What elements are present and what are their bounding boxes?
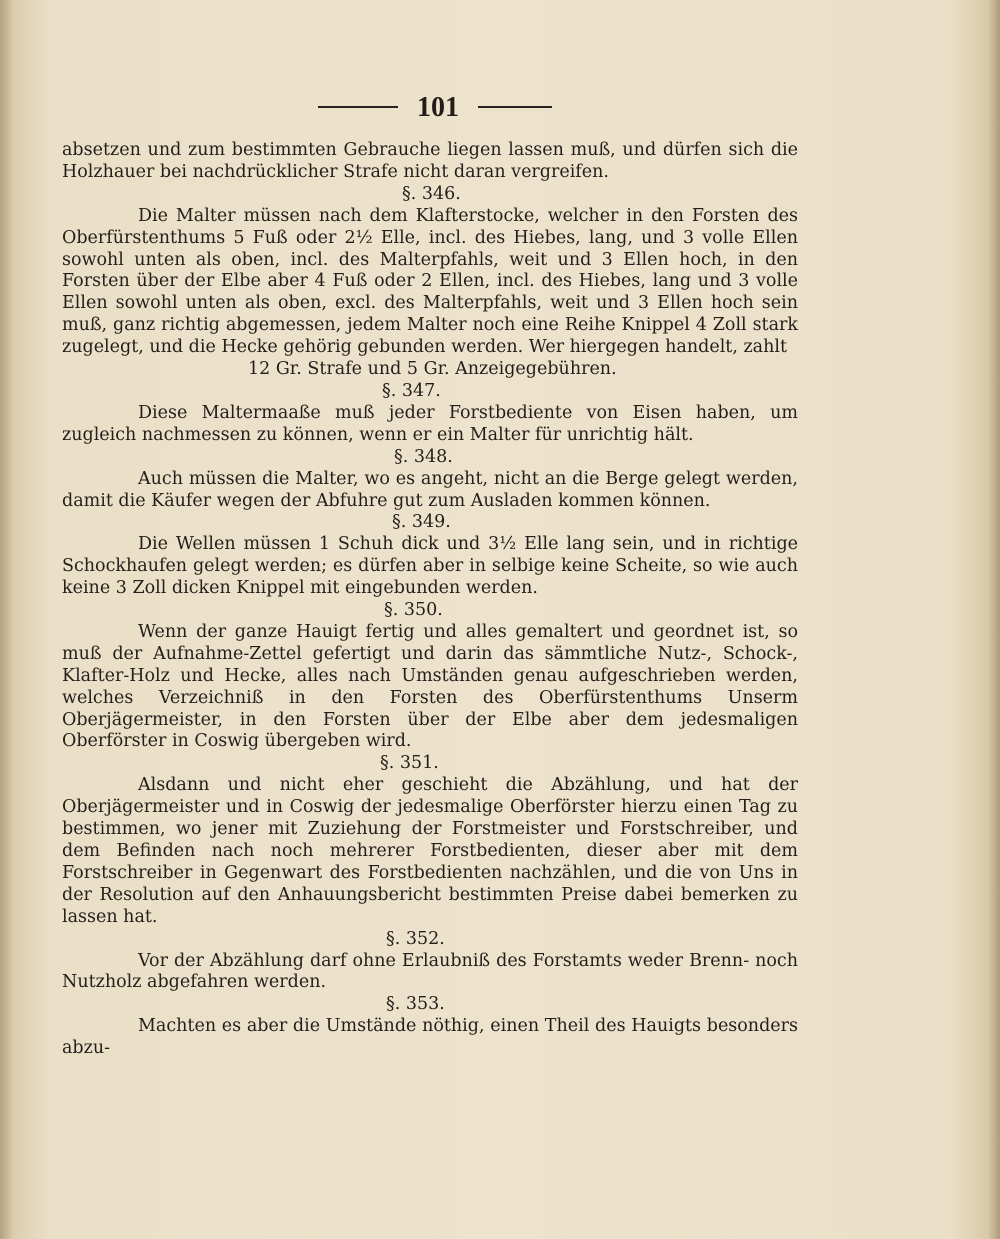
section-heading-352: §. 352. [386,928,445,949]
header-rule-right [478,106,552,108]
body-text [62,140,798,1060]
paragraph-349: Die Wellen müssen 1 Schuh dick und 3½ Elle lang sein, und in richtige Schockhaufen gelegt werden; es dürfen aber in selbige keine Scheite, so wie auch keine 3 Zoll dicken Knippel mit eingebunden werden. [62,534,798,599]
section-heading-350: §. 350. [384,600,443,621]
section-heading-349: §. 349. [392,512,451,533]
section-heading-351: §. 351. [380,753,439,774]
penalty-line-346: 12 Gr. Strafe und 5 Gr. Anzeigegebühren. [248,359,617,380]
paragraph-351: Alsdann und nicht eher geschieht die Abzählung, und hat der Oberjägermeister und in Coswig der jedesmalige Oberförster hierzu einen Tag zu bestimmen, wo jener mit Zuziehung der Forstmeister und Forstschreiber, und dem Befinden nach noch mehrerer Forstbedienten, dieser aber mit dem Forstschreiber in Gegenwart des Forstbedienten nachzählen, und die von Uns in der Resolution auf den Anhauungsbericht bestimmten Preise dabei bemerken zu lassen hat. [62,775,798,927]
spine-shadow [0,0,14,1239]
paragraph-346: Die Malter müssen nach dem Klafterstocke, welcher in den Forsten des Oberfürstenthums 5 Fuß oder 2½ Elle, incl. des Hiebes, lang, und 3 volle Ellen sowohl unten als oben, incl. des Malterpfahls, weit und 3 Ellen hoch, in den Forsten über der Elbe aber 4 Fuß oder 2 Ellen, incl. des Hiebes, lang und 3 volle Ellen sowohl unten als oben, excl. des Malterpfahls, weit und 3 Ellen hoch sein muß, ganz richtig abgemessen, jedem Malter noch eine Reihe Knippel 4 Zoll stark zugelegt, und die Hecke gehörig gebunden werden. Wer hiergegen handelt, zahlt [62,205,798,358]
page-edge-shadow [988,0,1000,1239]
page-header [0,92,1000,122]
section-heading-353: §. 353. [386,994,445,1015]
paragraph-348: Auch müssen die Malter, wo es angeht, nicht an die Berge gelegt werden, damit die Käufer wegen der Abfuhre gut zum Ausladen kommen können. [62,468,798,511]
paragraph-347: Diese Maltermaaße muß jeder Forstbediente von Eisen haben, um zugleich nachmessen zu können, wenn er ein Malter für unrichtig hält. [62,402,798,445]
paragraph-353: Machten es aber die Umstände nöthig, einen Theil des Hauigts besonders abzu- [62,1016,798,1059]
section-heading-346: §. 346. [402,183,461,204]
section-heading-347: §. 347. [382,380,441,401]
page-number: 101 [417,92,459,123]
paragraph-350: Wenn der ganze Hauigt fertig und alles gemaltert und geordnet ist, so muß der Aufnahme-Zettel gefertigt und darin das sämmtliche Nutz-, Schock-, Klafter-Holz und Hecke, alles nach Umständen genau aufgeschrieben werden, welches Verzeichniß in den Forsten des Oberfürstenthums Unserm Oberjägermeister, in den Forsten über der Elbe aber dem jedesmaligen Oberförster in Coswig übergeben wird. [62,621,798,752]
paragraph-continued: absetzen und zum bestimmten Gebrauche liegen lassen muß, und dürfen sich die Holzhauer bei nachdrücklicher Strafe nicht daran vergreifen. [62,140,798,182]
paragraph-352: Vor der Abzählung darf ohne Erlaubniß des Forstamts weder Brenn- noch Nutzholz abgefahren werden. [62,950,798,993]
section-heading-348: §. 348. [394,446,453,467]
header-rule-left [318,106,398,108]
